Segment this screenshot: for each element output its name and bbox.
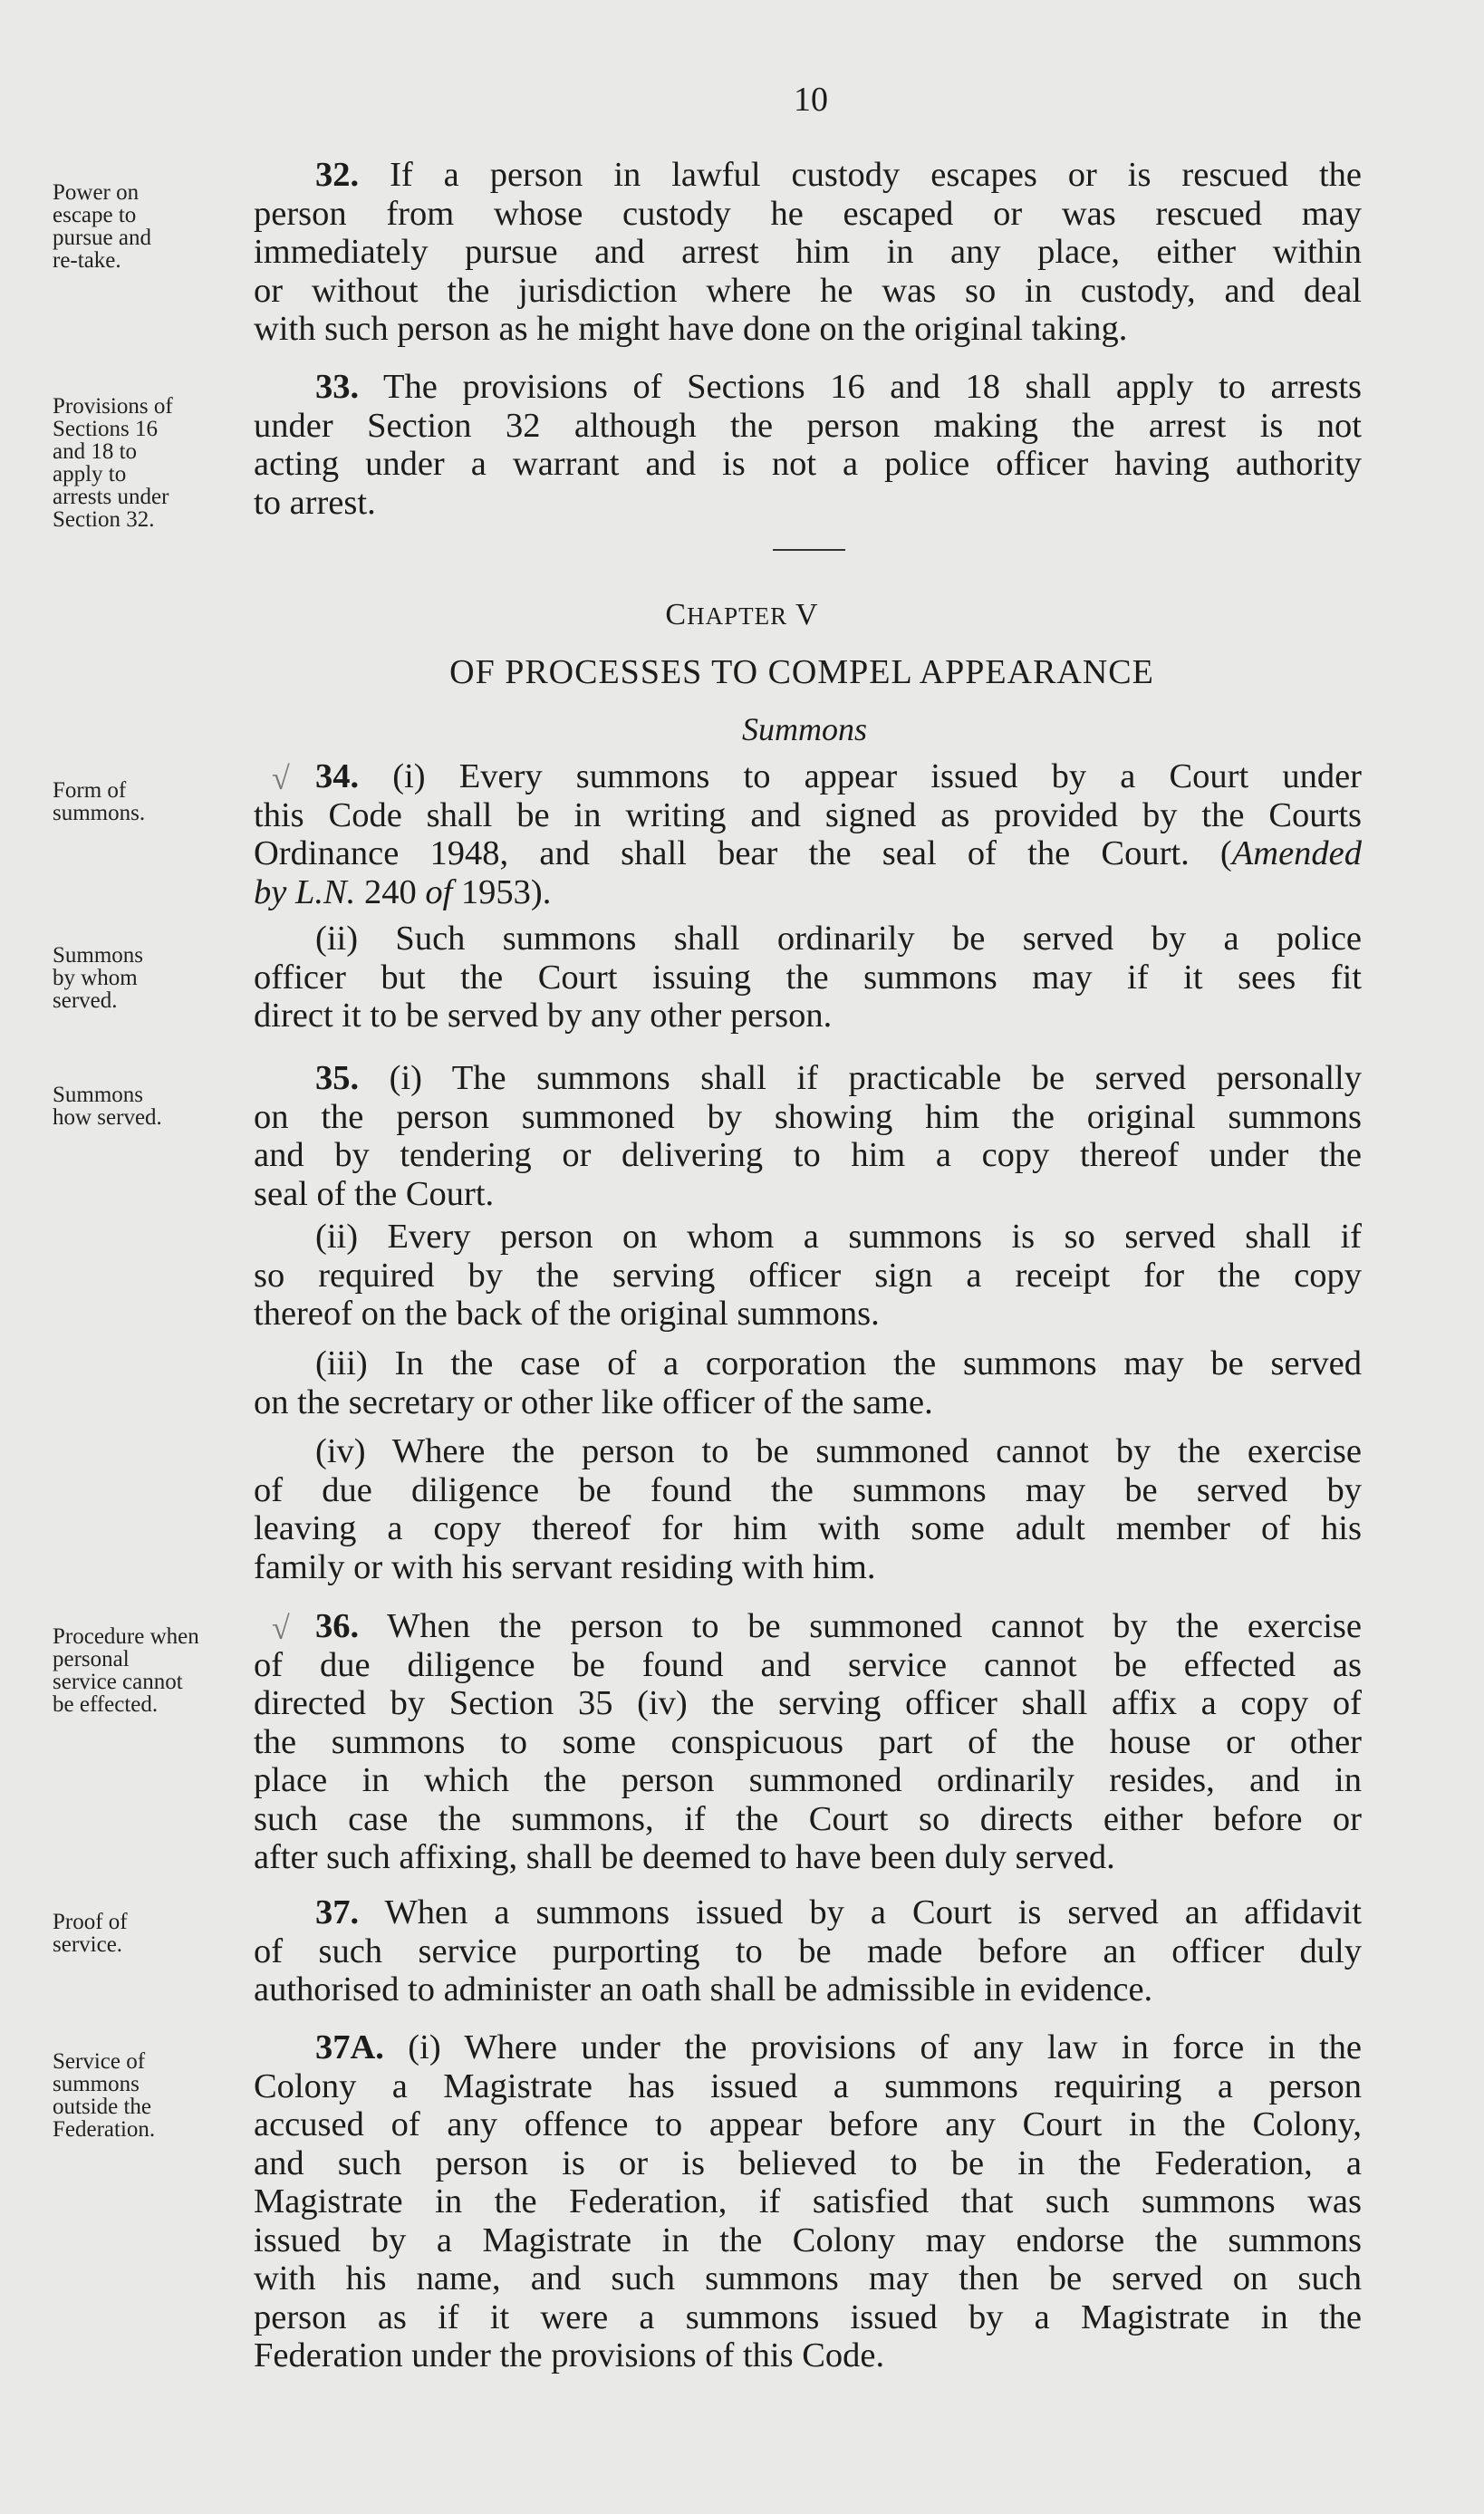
text-line [254, 1257, 1362, 1296]
line-text: Colony a Magistrate has issued a summons requiring a person [254, 2066, 1362, 2105]
line-text: When a summons issued by a Court is served an affidavit [359, 1893, 1362, 1931]
line-text: issued by a Magistrate in the Colony may endorse the summons [254, 2220, 1362, 2259]
line-text: When the person to be summoned cannot by the exercise [359, 1607, 1362, 1645]
line-text: (iv) Where the person to be summoned cannot by the exercise [315, 1432, 1362, 1470]
chapter-title: OF PROCESSES TO COMPEL APPEARANCE [449, 653, 1154, 691]
line-text: The provisions of Sections 16 and 18 shall apply to arrests [359, 368, 1362, 406]
check-mark-icon: √ [272, 1610, 290, 1646]
margin-note: Service of summons outside the Federation. [53, 2049, 156, 2142]
text-line [254, 1893, 1362, 1932]
text-line [254, 445, 1362, 484]
section-number: 34. [315, 757, 360, 795]
line-text: after such affixing, shall be deemed to have been duly served. [254, 1838, 1115, 1876]
text-line [254, 1607, 1362, 1646]
line-text: direct it to be served by any other person. [254, 997, 833, 1035]
line-text: Ordinance 1948, and shall bear the seal of the Court. ( [254, 834, 1232, 872]
text-line [254, 2182, 1362, 2221]
line-text: on the secretary or other like officer of the same. [254, 1382, 933, 1421]
section-paragraph [254, 2028, 1362, 2375]
line-text: this Code shall be in writing and signed as provided by the Courts [254, 795, 1362, 834]
text-line [254, 1838, 1362, 1877]
line-text: place in which the person summoned ordinarily resides, and in [254, 1761, 1362, 1799]
line-text: 240 [355, 872, 426, 911]
section-paragraph [254, 1344, 1362, 1421]
section-paragraph [254, 1432, 1362, 1586]
section-paragraph [254, 1893, 1362, 2009]
line-text: such case the summons, if the Court so directs either before or [254, 1799, 1362, 1838]
line-text: of due diligence be found and service cannot be effected as [254, 1645, 1362, 1684]
chapter-label [0, 598, 1484, 632]
text-line [254, 1059, 1362, 1098]
text-line [254, 757, 1362, 796]
line-text: (ii) Such summons shall ordinarily be served by a police [315, 920, 1362, 958]
section-number: 36. [315, 1607, 360, 1645]
text-line [254, 2144, 1362, 2183]
text-line [254, 1432, 1362, 1471]
chapter-label-rest: HAPTER [687, 602, 788, 630]
section-paragraph [254, 757, 1362, 911]
text-line [254, 834, 1362, 873]
text-line [254, 1344, 1362, 1383]
line-text: the summons to some conspicuous part of the house or other [254, 1722, 1362, 1761]
margin-note: Form of summons. [53, 778, 146, 825]
italic-text: Amended [1231, 834, 1362, 872]
page-number: 10 [794, 81, 828, 119]
line-text: and such person is or is believed to be in the Federation, a [254, 2143, 1362, 2182]
text-line [254, 272, 1362, 311]
margin-note: Provisions of Sections 16 and 18 to apply to arrests under Section 32. [53, 394, 173, 532]
text-line [254, 156, 1362, 195]
text-line [254, 2221, 1362, 2260]
line-text: (ii) Every person on whom a summons is so served shall if [315, 1218, 1362, 1256]
line-text: or without the jurisdiction where he was so in custody, and deal [254, 271, 1362, 310]
line-text: person from whose custody he escaped or was rescued may [254, 194, 1362, 233]
text-line [254, 1136, 1362, 1175]
margin-note: Power on escape to pursue and re-take. [53, 180, 151, 273]
line-text: immediately pursue and arrest him in any place, either within [254, 233, 1362, 271]
margin-note: Summons by whom served. [53, 943, 144, 1013]
line-text: Federation under the provisions of this Code. [254, 2336, 885, 2374]
section-paragraph [254, 156, 1362, 349]
section-number: 33. [315, 368, 360, 406]
line-text: with his name, and such summons may then be served on such [254, 2259, 1362, 2297]
text-line [254, 484, 1362, 523]
line-text: 1953). [452, 872, 552, 911]
text-line [254, 1295, 1362, 1334]
section-paragraph [254, 1218, 1362, 1334]
text-line [254, 407, 1362, 446]
text-line [254, 1800, 1362, 1839]
line-text: of such service purporting to be made before an officer duly [254, 1931, 1362, 1970]
line-text: on the person summoned by showing him the original summons [254, 1097, 1362, 1136]
text-line [254, 2336, 1362, 2375]
text-line [254, 1723, 1362, 1762]
section-number: 32. [315, 156, 360, 194]
section-number: 37. [315, 1893, 360, 1931]
italic-text: by L.N. [254, 872, 356, 911]
chapter-number: V [787, 598, 819, 631]
line-text: so required by the serving officer sign a receipt for the copy [254, 1256, 1362, 1295]
text-line [254, 958, 1362, 997]
text-line [254, 1932, 1362, 1971]
text-line [254, 1471, 1362, 1510]
text-line [254, 1383, 1362, 1422]
line-text: family or with his servant residing with him. [254, 1547, 876, 1586]
text-line [254, 2298, 1362, 2337]
text-line [254, 1098, 1362, 1137]
text-line [254, 195, 1362, 234]
text-line [254, 2067, 1362, 2106]
chapter-label-initial: C [665, 598, 688, 631]
line-text: (i) Every summons to appear issued by a Court under [359, 757, 1362, 795]
line-text: with such person as he might have done on the original taking. [254, 310, 1128, 348]
line-text: and by tendering or delivering to him a copy thereof under the [254, 1136, 1362, 1174]
line-text: seal of the Court. [254, 1174, 495, 1213]
line-text: to arrest. [254, 483, 376, 522]
section-paragraph [254, 368, 1362, 522]
section-divider [773, 549, 845, 551]
line-text: directed by Section 35 (iv) the serving officer shall affix a copy of [254, 1684, 1362, 1722]
text-line [254, 796, 1362, 835]
margin-note: Proof of service. [53, 1910, 128, 1957]
text-line [254, 1175, 1362, 1214]
text-line [254, 997, 1362, 1035]
line-text: acting under a warrant and is not a police officer having authority [254, 445, 1362, 483]
line-text: under Section 32 although the person making the arrest is not [254, 406, 1362, 445]
text-line [254, 368, 1362, 407]
text-line [254, 2028, 1362, 2067]
line-text: Magistrate in the Federation, if satisfied that such summons was [254, 2182, 1362, 2220]
line-text: If a person in lawful custody escapes or is rescued the [359, 156, 1362, 194]
section-paragraph [254, 1059, 1362, 1213]
text-line [254, 873, 1362, 912]
check-mark-icon: √ [272, 760, 290, 796]
text-line [254, 1548, 1362, 1587]
line-text: authorised to administer an oath shall be admissible in evidence. [254, 1970, 1153, 2008]
line-text: person as if it were a summons issued by a Magistrate in the [254, 2297, 1362, 2336]
text-line [254, 310, 1362, 349]
margin-note: Procedure when personal service cannot be effected. [53, 1624, 199, 1717]
line-text: accused of any offence to appear before any Court in the Colony, [254, 2105, 1362, 2143]
text-line [254, 1684, 1362, 1723]
text-line [254, 1218, 1362, 1257]
text-line [254, 1761, 1362, 1800]
section-number: 35. [315, 1059, 360, 1097]
section-paragraph [254, 1607, 1362, 1877]
line-text: (i) Where under the provisions of any law in force in the [383, 2028, 1362, 2066]
text-line [254, 1646, 1362, 1685]
text-line [254, 920, 1362, 958]
line-text: thereof on the back of the original summons. [254, 1295, 880, 1333]
line-text: (i) The summons shall if practicable be served personally [359, 1059, 1362, 1097]
text-line [254, 1970, 1362, 2009]
margin-note: Summons how served. [53, 1083, 162, 1130]
text-line [254, 2105, 1362, 2144]
text-line [254, 1509, 1362, 1548]
section-number: 37A. [315, 2028, 384, 2066]
section-paragraph [254, 920, 1362, 1035]
italic-text: of [425, 872, 453, 911]
text-line [254, 233, 1362, 272]
line-text: leaving a copy thereof for him with some adult member of his [254, 1509, 1362, 1547]
chapter-subtitle: Summons [741, 711, 867, 747]
line-text: officer but the Court issuing the summons may if it sees fit [254, 958, 1362, 997]
line-text: of due diligence be found the summons may be served by [254, 1470, 1362, 1509]
line-text: (iii) In the case of a corporation the summons may be served [315, 1344, 1362, 1382]
text-line [254, 2259, 1362, 2298]
